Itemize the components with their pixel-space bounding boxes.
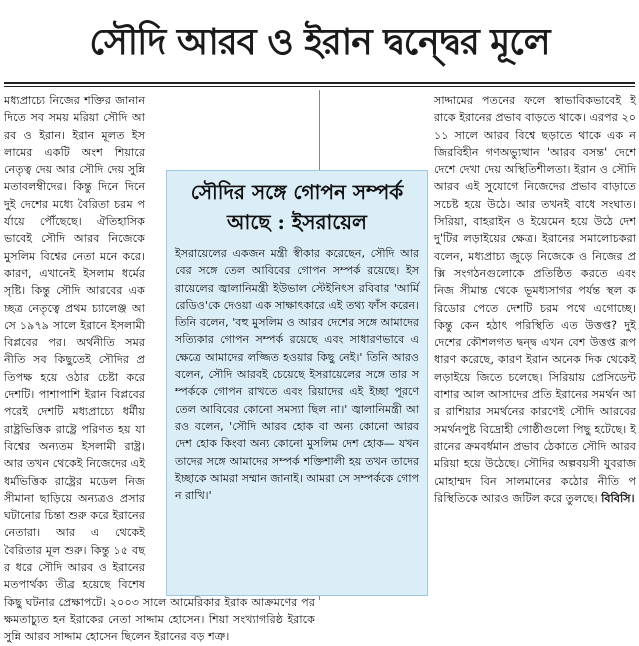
sidebar-box-title: সৌদির সঙ্গে গোপন সম্পর্ক আছে : ইসরায়েল [190,180,404,234]
sidebar-box-israel [166,170,428,596]
headline: সৌদি আরব ও ইরান দ্বন্দ্বের মূলে [89,21,550,63]
headline-rule-bottom [4,86,635,87]
sidebar-box-body: ইসরায়েলের একজন মন্ত্রী স্বীকার করেছেন, সৌদি আরবের সঙ্গে তেল আবিবের গোপন সম্পর্ক রয়েছে। ইসরায়েলের জ্বালানিমন্ত্রী ইউভাল স্টেইনিৎস রবিবার 'আর্মি রেডিও'কে দেওয়া এক সাক্ষাৎকারে এই তথ্য ফাঁস করেন। তিনি বলেন, 'বহু মুসলিম ও আরব দেশের সঙ্গে আমাদের সত্যিকার গোপন সম্পর্ক রয়েছে এবং সাধারণভাবে এক্ষেত্রে আমাদের লজ্জিত হওয়ার কিছু নেই।' তিনি আরও বলেন, সৌদি আরবই চেয়েছে ইসরায়েলের সঙ্গে তার সম্পর্ককে গোপন রাখতে এবং রিয়াদের এই ইচ্ছা পূরণে তেল আবিবের কোনো সমস্যা ছিল না।' জ্বালানিমন্ত্রী আরও বলেন, 'সৌদি আরব হোক বা অন্য কোনো আরব দেশ হোক কিংবা অন্য কোনো মুসলিম দেশ হোক— যখন তাদের সঙ্গে আমাদের সম্পর্ক শক্তিশালী হয় তখন তাদের ইচ্ছাকে আমরা সম্মান জানাই। আমরা সে সম্পর্ককে গোপন রাখি।' [175,247,419,503]
article-column-right-text: সাদ্দামের পতনের ফলে স্বাভাবিকভাবেই ইরাকে ইরানের প্রভাব বাড়তে থাকে। এরপর ২০১১ সালে আরব বিশ্বে ছড়াতে থাকে এক নজিরবিহীন গণঅভ্যুত্থান 'আরব বসন্ত' দেশে দেশে দেখা দেয় অস্থিতিশীলতা। ইরান ও সৌদি আরব এই সুযোগে নিজেদের প্রভাব বাড়াতে সচেষ্ট হয়ে উঠে। আর তখনই বাধে সংঘাত। সিরিয়া, বাহরাইন ও ইয়েমেন হয়ে উঠে দেশ দু'টির লড়াইয়ের ক্ষেত্র। ইরানের সমালোচকরা বলেন, মধ্যপ্রাচ্য জুড়ে নিজেকে ও নিজের প্রক্সি সংগঠনগুলোকে প্রতিষ্ঠিত করতে এবং নিজ সীমান্ত থেকে ভূমধ্যসাগর পর্যন্ত স্থল করিডোর পেতে দেশটি চরম পথে এগোচ্ছে। কিন্তু কেন হঠাৎ পরিস্থিতি এত উত্তপ্ত? দুই দেশের কৌশলগত দ্বন্দ্ব এখন বেশ উত্তপ্ত রূপ ধারণ করেছে, কারণ ইরান অনেক দিক থেকেই লড়াইয়ে জিতে চলেছে। সিরিয়ায় প্রেসিডেন্ট বাশার আল আসাদের প্রতি ইরানের সমর্থন আর রাশিয়ার সমর্থনের কারণেই সৌদি আরবের সমর্থনপুষ্ট বিদ্রোহী গোষ্ঠীগুলো পিছু হটেছে। ইরানের ক্রমবর্ধমান প্রভাব ঠেকাতে সৌদি আরব মরিয়া হয়ে উঠেছে। সৌদির অল্পবয়সী যুবরাজ মোহাম্মদ বিন সালমানের কঠোর নীতি পরিস্থিতিকে আরও জটিল করে তুলছে। [434,94,636,505]
article-column-left-text: মধ্যপ্রাচ্যে নিজের শক্তির জানান দিতে সব সময় মরিয়া সৌদি আরব ও ইরান। ইরান মূলত ইসলামের একটি অংশ শিয়ারে নেতৃত্ব দেয় আর সৌদি দেয় সুন্নি মতাবলম্বীদের। কিন্তু দিনে দিনে দুই দেশের মধ্যে বৈরিতা চরম পর্যায়ে পৌঁছেছে। ঐতিহাসিকভাবেই সৌদি আরব নিজেকে মুসলিম বিশ্বের নেতা মনে করে। কারণ, এখানেই ইসলাম ধর্মের সৃষ্টি। কিন্তু সৌদি আরবের একচ্ছত্র নেতৃত্বে প্রথম চ্যালেঞ্জ আসে ১৯৭৯ সালে ইরানে ইসলামী বিপ্লবের পর। অর্থনীতি সমরনীতি সব কিছুতেই সৌদির প্রতিপক্ষ হয়ে ওঠার চেষ্টা করে দেশটি। পাশাপাশি ইরান বিপ্লবের পরেই দেশটি মধ্যপ্রাচ্যে ধর্মীয় রাষ্ট্রভিত্তিক রাষ্ট্রে পরিণত হয় যা বিশ্বের অন্যতম ইসলামী রাষ্ট্র। আর তখন থেকেই নিজেদের এই ধর্মভিত্তিক রাষ্ট্রের মডেল নিজ সীমানা ছাড়িয়ে অন্যত্রও প্রসার ঘটানোর চিন্তা শুরু করে ইরানের নেতারা। আর এ থেকেই বৈরিতার মূল শুরু। কিন্তু ১৫ বছর ধরে সৌদি আরব ও ইরানের মতপার্থক্য তীব্র হয়েছে বিশেষ কিছু ঘটনার প্রেক্ষাপটে। ২০০৩ সালে আমেরিকার ইরাক আক্রমণের পর ক্ষমতাচ্যুত হন ইরাকের নেতা সাদ্দাম হোসেন। শিয়া সংখ্যাগরিষ্ঠ ইরাকে সুন্নি আরব সাদ্দাম হোসেন ছিলেন ইরানের বড় শত্রু। [4,94,315,644]
headline-rule-top [4,82,635,84]
headline-area [0,10,639,80]
source-credit: বিবিসি। [601,491,635,505]
